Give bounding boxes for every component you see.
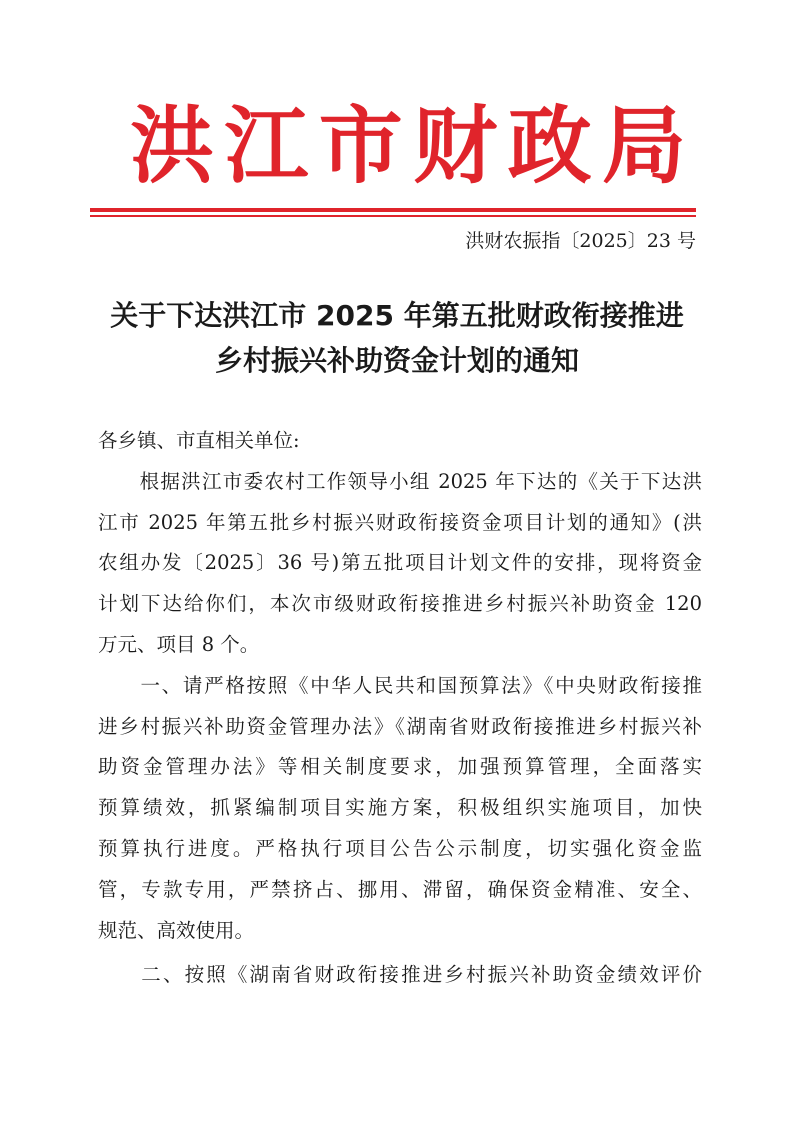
body-line: 预算执行进度。严格执行项目公告公示制度，切实强化资金监 (98, 836, 702, 860)
document-title-line-2: 乡村振兴补助资金计划的通知 (214, 344, 579, 377)
body-line: 一、请严格按照《中华人民共和国预算法》《中央财政衔接推 (98, 673, 702, 697)
red-separator-thick (90, 208, 696, 212)
body-line: 江市 2025 年第五批乡村振兴财政衔接资金项目计划的通知》(洪 (98, 510, 702, 534)
body-line: 农组办发〔2025〕36 号)第五批项目计划文件的安排，现将资金 (98, 551, 702, 575)
body-line: 万元、项目 8 个。 (98, 632, 260, 656)
salutation: 各乡镇、市直相关单位: (98, 429, 300, 452)
body-line: 助资金管理办法》等相关制度要求，加强预算管理，全面落实 (98, 755, 702, 779)
body-line: 二、按照《湖南省财政衔接推进乡村振兴补助资金绩效评价 (98, 963, 702, 987)
body-line: 规范、高效使用。 (98, 918, 255, 942)
body-line: 进乡村振兴补助资金管理办法》《湖南省财政衔接推进乡村振兴补 (98, 714, 702, 738)
body-line: 根据洪江市委农村工作领导小组 2025 年下达的《关于下达洪 (98, 469, 702, 493)
agency-masthead: 洪江市财政局 (130, 96, 690, 195)
document-number: 洪财农振指〔2025〕23 号 (465, 230, 696, 252)
body-line: 计划下达给你们，本次市级财政衔接推进乡村振兴补助资金 120 (98, 592, 702, 616)
red-separator-thin (90, 215, 696, 217)
document-body (98, 421, 702, 996)
document-title-line-1: 关于下达洪江市 2025 年第五批财政衔接推进 (110, 299, 684, 332)
body-line: 管，专款专用，严禁挤占、挪用、滞留，确保资金精准、安全、 (98, 877, 702, 901)
body-line: 预算绩效，抓紧编制项目实施方案，积极组织实施项目，加快 (98, 796, 702, 820)
